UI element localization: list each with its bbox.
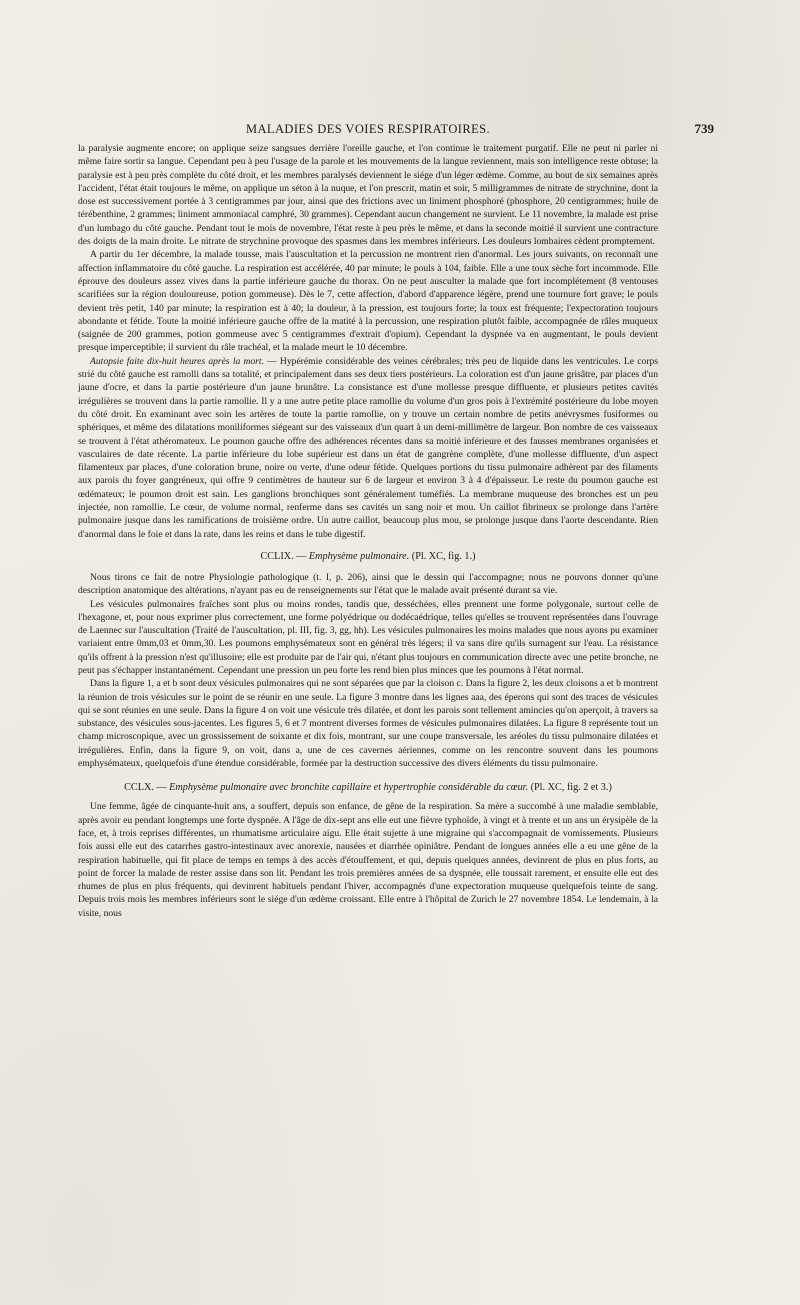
- section-number: CCLIX. —: [260, 550, 309, 562]
- page-header: [78, 121, 714, 140]
- section-title: Emphysème pulmonaire avec bronchite capillaire et hypertrophie considérable du cœur.: [169, 782, 529, 794]
- autopsy-lead: Autopsie faite dix-huit heures après la mort.: [90, 355, 264, 367]
- autopsy-text: — Hypérémie considérable des veines cérébrales; très peu de liquide dans les ventricules. Le corps strié du côté gauche est ramolli dans sa totalité, et principalement dans ses deux tiers postérieurs. La coloration est d'un jaune grisâtre, par places d'un jaune d'ocre, et dans la partie postérieure d'un jaune brunâtre. La consistance est d'une mollesse presque diffluente, et plusieurs petites cavités irrégulières se trouvent dans la partie ramollie. Il y a une autre petite place ramollie du volume d'un gros pois à l'extrémité postérieure du lobe moyen du côté droit. En examinant avec soin les artères de toute la partie ramollie, on y trouve un certain nombre de petits anévrysmes fusiformes ou sphériques, et même des dilatations moniliformes siégeant sur des vaisseaux d'un quart à un demi-millimètre de largeur. Bon nombre de ces vaisseaux se trouvent à l'état athéromateux. Le poumon gauche offre des adhérences récentes dans sa moitié inférieure et des fausses membranes organisées et vasculaires de date récente. La partie inférieure du lobe supérieur est dans un état de gangrène complète, d'une mollesse diffluente, d'un aspect filamenteux par places, d'une coloration brune, noire ou verte, d'une odeur fétide. Quelques portions du tissu pulmonaire adhèrent par des filaments aux parois du foyer gangréneux, qui offre 9 centimètres de hauteur sur 6 de largeur et environ 3 à 4 d'épaisseur. Le reste du poumon gauche est œdémateux; le poumon droit est sain. Les ganglions bronchiques sont généralement tuméfiés. La membrane muqueuse des bronches est un peu injectée, non ramollie. Le cœur, de volume normal, renferme dans ses cavités un sang noir et mou. Un caillot fibrineux se prolonge dans l'artère pulmonaire jusque dans les ramifications de troisième ordre. Un autre caillot, beaucoup plus mou, se prolonge jusque dans l'aorte descendante. Rien d'anormal dans le foie et dans la rate, dans les reins et dans le tube digestif.: [78, 355, 658, 540]
- section-reference: (Pl. XC, fig. 1.): [409, 550, 476, 562]
- running-title: MALADIES DES VOIES RESPIRATOIRES.: [245, 122, 491, 136]
- page-number: 739: [694, 121, 714, 136]
- paragraph: A partir du 1er décembre, la malade tousse, mais l'auscultation et la percussion ne montrent rien d'anormal. Les jours suivants, on reconnaît une affection inflammatoire du côté gauche. La respiration est accélérée, 40 par minute; le pouls à 104, faible. Elle a une toux sèche fort incommode. Elle éprouve des douleurs assez vives dans la partie inférieure gauche du thorax. On ne peut ausculter la malade que fort incomplétement (8 ventouses scarifiées sur la région douloureuse, potion gommeuse). Dès le 7, cette affection, d'abord d'apparence légère, prend une tournure fort grave; le pouls devient très petit, 140 par minute; la respiration est à 40; la douleur, à la pression, est toujours forte; la toux est fréquente; l'expectoration toujours abondante et fétide. Toute la moitié inférieure gauche offre de la matité à la percussion, une respiration plutôt faible, accompagnée de râles muqueux (saignée de 200 grammes, potion gommeuse avec 5 centigrammes d'extrait d'opium). Cependant la dyspnée va en augmentant, le pouls devient presque imperceptible; il survient du râle trachéal, et la malade meurt le 10 décembre.: [78, 249, 658, 354]
- section-reference: (Pl. XC, fig. 2 et 3.): [528, 782, 612, 794]
- section-title: Emphysème pulmonaire.: [308, 550, 410, 562]
- text-body: [78, 142, 658, 920]
- paragraph: Une femme, âgée de cinquante-huit ans, a souffert, depuis son enfance, de gêne de la respiration. Sa mère a succombé à une maladie semblable, après avoir eu pendant longtemps une forte dyspnée. A l'âge de dix-sept ans elle eut une fièvre typhoïde, à vingt et à trente et un ans un érysipèle de la face, et, à trois reprises différentes, un rhumatisme articulaire aigu. Elle était sujette à une migraine qui s'accompagnait de vomissements. Plusieurs fois aussi elle eut des catarrhes gastro-intestinaux avec anorexie, nausées et diarrhée opiniâtre. Pendant de longues années elle a eu une gêne de la respiration habituelle, qui fit place de temps en temps à des accès d'étouffement, et qui, depuis quelques années, devinrent de plus en plus forts, au point de forcer la malade de rester assise dans son lit. Pendant les trois premières années de sa dyspnée, elle toussait rarement, et ensuite elle eut des rhumes de plus en plus fréquents, qui devinrent habituels pendant l'hiver, accompagnés d'une expectoration muqueuse quelquefois teinte de sang. Depuis trois mois les membres inférieurs sont le siége d'un œdème croissant. Elle entre à l'hôpital de Zurich le 27 novembre 1854. Le lendemain, à la visite, nous: [78, 801, 658, 919]
- section-heading-cclix: [78, 550, 658, 563]
- paragraph: Dans la figure 1, a et b sont deux vésicules pulmonaires qui ne sont séparées que par la cloison c. Dans la figure 2, les deux cloisons a et b montrent la réunion de trois vésicules sur le point de se réunir en une seule. La figure 3 montre dans les lignes aaa, des éperons qui sont des traces de vésicules qui se sont réunies en une seule. Dans la figure 4 on voit une vésicule très dilatée, et dont les parois sont tellement amincies qu'on aperçoit, à travers sa substance, des vésicules sous-jacentes. Les figures 5, 6 et 7 montrent diverses formes de vésicules pulmonaires dilatées. La figure 8 représente tout un champ microscopique, avec un grossissement de soixante et dix fois, montrant, sur une coupe transversale, les aréoles du tissu pulmonaire dilatées et irrégulières. Enfin, dans la figure 9, on voit, dans a, une de ces cavernes aériennes, comme on les rencontre souvent dans les poumons emphysémateux, quelquefois d'une étendue considérable, formée par la destruction successive des divers éléments du tissu pulmonaire.: [78, 678, 658, 770]
- paragraph: Nous tirons ce fait de notre Physiologie pathologique (t. I, p. 206), ainsi que le dessin qui l'accompagne; nous ne pouvons donner qu'une description anatomique des altérations, n'ayant pas eu de renseignements sur l'état que le malade avait présenté durant sa vie.: [78, 571, 658, 597]
- paragraph: Les vésicules pulmonaires fraîches sont plus ou moins rondes, tandis que, desséchées, elles prennent une forme polygonale, surtout celle de l'hexagone, et, pour nous exprimer plus correctement, une forme polyédrique ou dodécaédrique, telles qu'elles se trouvent représentées dans l'ouvrage de Laennec sur l'auscultation (Traité de l'auscultation, pl. III, fig. 3, gg, hh). Les vésicules pulmonaires les moins malades que nous ayons pu examiner variaient entre 0mm,03 et 0mm,30. Les poumons emphysémateux sont en général très légers; il va sans dire qu'ils surnagent sur l'eau. La résistance qu'ils offrent à la pression n'est qu'illusoire; elle est produite par de l'air qui, n'étant plus toujours en communication directe avec une petite bronche, ne peut pas s'échapper instantanément. Cependant une pression un peu forte les rend bien plus minces que les poumons à l'état normal.: [78, 598, 658, 676]
- paragraph-autopsy: [78, 355, 658, 541]
- paragraph: la paralysie augmente encore; on applique seize sangsues derrière l'oreille gauche, et l'on continue le traitement purgatif. Elle ne peut ni parler ni même faire sortir sa langue. Cependant peu à peu l'usage de la parole et les mouvements de la langue reviennent, mais son intelligence reste obtuse; la paralysie est à peu près complète du côté droit, et les membres paralysés deviennent le siége d'un léger œdème. Comme, au bout de six semaines après l'accident, l'état était toujours le même, on applique un séton à la nuque, et l'on prescrit, matin et soir, 5 milligrammes de nitrate de strychnine, dont la dose est successivement portée à 3 centigrammes par jour, ainsi que des frictions avec un liniment phosphoré (phosphore, 20 centigrammes; huile de térébenthine, 2 grammes; liniment ammoniacal camphré, 30 grammes). Cependant aucun changement ne survient. Le 11 novembre, la malade est prise d'un lumbago du côté gauche. Pendant tout le mois de novembre, l'état reste à peu près le même, et dans la seconde moitié il survient une contracture des doigts de la main droite. Le nitrate de strychnine provoque des spasmes dans les membres inférieurs. Les douleurs lombaires cèdent promptement.: [78, 143, 658, 248]
- section-number: CCLX. —: [124, 782, 170, 794]
- section-heading-cclx: [78, 781, 658, 794]
